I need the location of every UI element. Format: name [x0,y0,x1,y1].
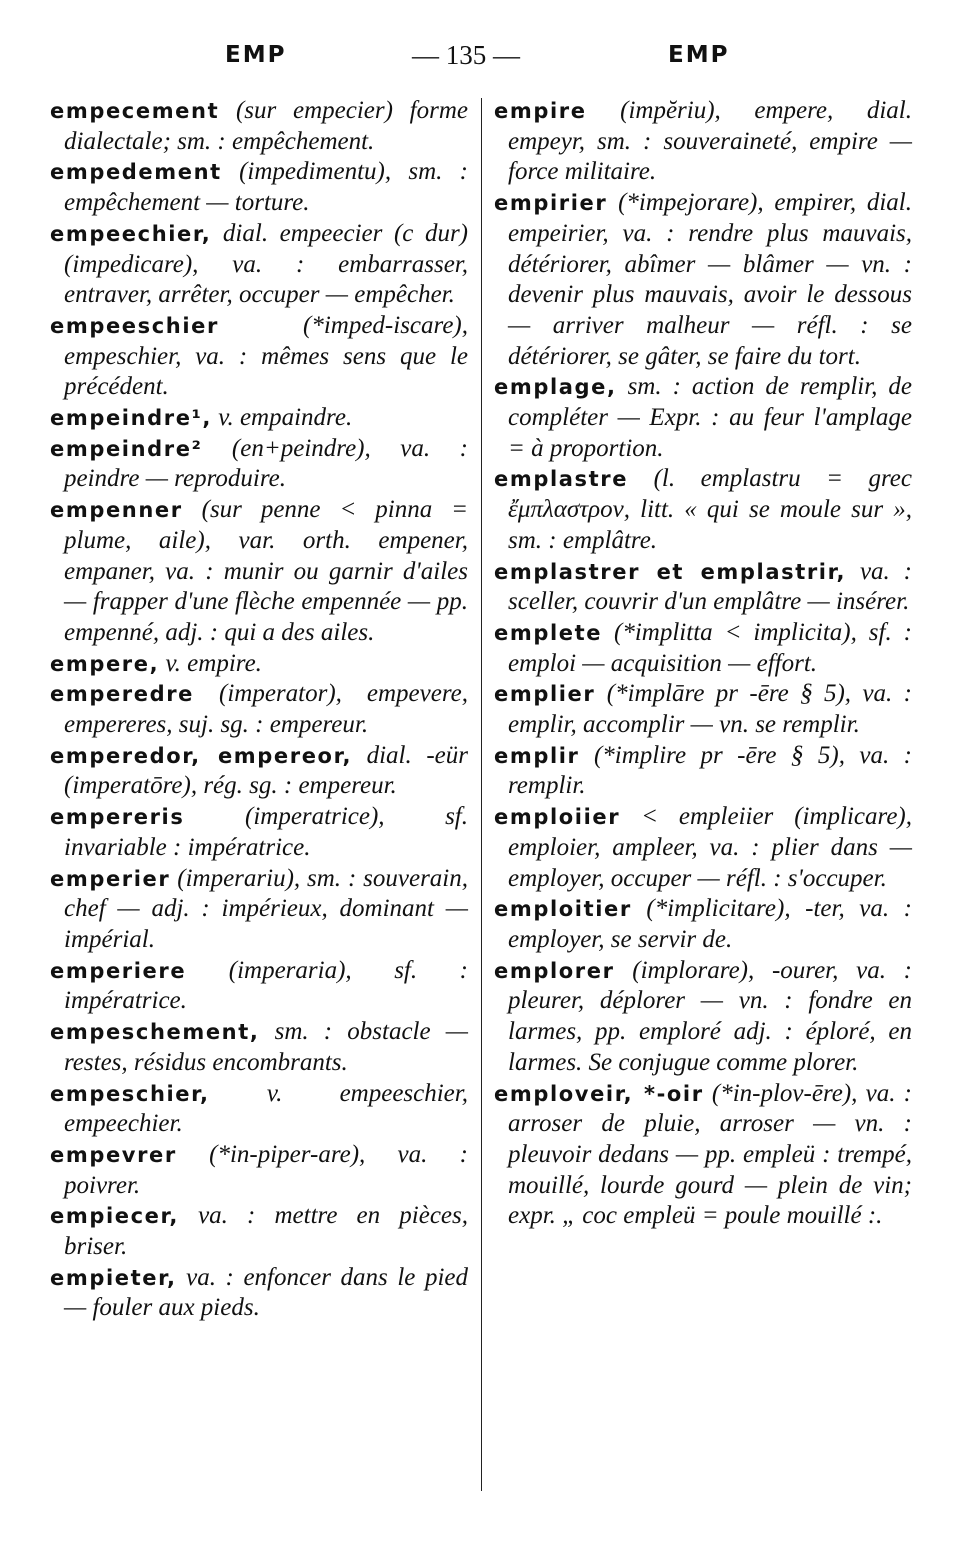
entry-empeschier [50,1079,468,1140]
headword: empiecer, [50,1204,179,1229]
entry-emplir [494,741,912,802]
headword: emplir [494,743,580,768]
definition: (sur empecier) forme dialectale; sm. : empêchement. [64,97,468,155]
entry-empecement [50,96,468,157]
definition: (*implicitare), -ter, va. : employer, se servir de. [508,895,912,953]
entry-emploiier [494,802,912,894]
headword: emperier [50,866,171,891]
entry-emplorer [494,956,912,1079]
definition: sm. : obstacle — restes, résidus encombrants. [64,1018,468,1076]
definition: (*implitta < implicita), sf. : emploi — acquisition — effort. [508,618,912,677]
headword: empire [494,99,587,123]
entry-empere [50,649,468,680]
entry-emplastre [494,464,912,556]
left-column [50,96,468,1324]
headword: emperedor, empereor, [50,743,353,768]
right-column [494,96,912,1232]
entry-empeindre-2 [50,434,468,495]
headword: empeindre² [50,436,203,461]
entry-empeschement [50,1017,468,1078]
definition: (*in-plov-ēre), va. : arroser de pluie, arroser — vn. : pleuvoir dedans — pp. empleü : trempé, mouillé, lourde gourd — plein de vin; expr. „ coc empleü = poule mouillé :. [508,1079,912,1230]
definition: va. : mettre en pièces, briser. [64,1202,468,1261]
entry-empenner [50,495,468,649]
entry-empieter [50,1263,468,1324]
headword: emperedre [50,682,195,707]
definition: sm. : action de remplir, de compléter — Expr. : au feur l'amplage = à proportion. [508,373,912,462]
definition: dial. -eür (imperatōre), rég. sg. : empereur. [64,741,468,800]
column-divider [481,98,482,1491]
entry-empeeschier [50,311,468,403]
definition: (imperatrice), sf. invariable : impératrice. [64,803,468,861]
definition: (sur penne < pinna = plume, aile), var. orth. empener, empaner, va. : munir ou garnir d'ailes — frapper d'une flèche empennée — pp. empenné, adj. : qui a des ailes. [64,496,468,646]
headword: emplier [494,682,596,707]
definition: (*implire pr -ēre § 5), va. : remplir. [508,741,912,800]
entry-empeindre-1 [50,403,468,434]
running-head-right: EMP [668,42,730,68]
headword: emplastre [494,467,629,492]
headword: emploitier [494,897,632,922]
definition: (*impejorare), empirer, dial. empeirier, va. : rendre plus mauvais, détériorer, abîmer — blâmer — vn. : devenir plus mauvais, avoir le dessous — arriver malheur — réfl. : se détériorer, se gâter, se faire du tort. [508,189,912,370]
entry-empedement [50,157,468,218]
definition: (implorare), -ourer, va. : pleurer, déplorer — vn. : fondre en larmes, pp. emploré adj. : éploré, en larmes. Se conjugue comme plorer. [508,956,912,1076]
entry-emperedre [50,679,468,740]
entry-empeechier [50,219,468,311]
headword: empenner [50,498,183,523]
page-number: — 135 — [412,40,520,70]
headword: empeschier, [50,1081,210,1106]
entry-emperier [50,864,468,956]
definition: v. empaindre. [211,404,353,432]
definition: (*imped-iscare), empeschier, va. : mêmes sens que le précédent. [64,311,468,401]
definition: (impedimentu), sm. : empêchement — torture. [64,158,468,217]
definition: (l. emplastru = grec ἔμπλαστρον, litt. « qui se moule sur », sm. : emplâtre. [508,465,912,554]
headword: empeechier, [50,221,212,246]
entry-empiecer [50,1201,468,1262]
headword: emperiere [50,958,187,983]
entry-emplete [494,618,912,679]
entry-emplier [494,679,912,740]
entry-emperiere [50,956,468,1017]
headword: empirier [494,191,608,216]
entry-empire [494,96,912,188]
headword: empevrer [50,1142,177,1167]
headword: emplage, [494,375,617,400]
headword: empieter, [50,1265,177,1290]
entry-emplage [494,372,912,464]
definition: va. : enfoncer dans le pied — fouler aux pieds. [64,1263,468,1322]
headword: emplastrer et emplastrir, [494,559,847,584]
definition: dial. empeecier (c dur) (impedicare), va. : embarrasser, entraver, arrêter, occuper — empêcher. [64,219,468,309]
entry-emplastrer [494,557,912,618]
entry-emperedor [50,741,468,802]
definition: (imperariu), sm. : souverain, chef — adj. : impérieux, dominant — impérial. [64,864,468,953]
definition: (*implāre pr -ēre § 5), va. : emplir, accomplir — vn. se remplir. [508,680,912,739]
definition: (en+peindre), va. : peindre — reproduire. [64,434,468,493]
headword: emploveir, *-oir [494,1081,704,1106]
headword: empeschement, [50,1020,260,1045]
headword: empeindre¹, [50,406,212,431]
entry-emploitier [494,894,912,955]
definition: (imperator), empevere, empereres, suj. sg. : empereur. [64,680,468,739]
headword: emploiier [494,805,621,830]
entry-empevrer [50,1140,468,1201]
definition: va. : sceller, couvrir d'un emplâtre — insérer. [508,557,912,616]
headword: empereris [50,805,185,830]
headword: empecement [50,99,220,123]
entry-emploveir [494,1079,912,1233]
definition: v. empire. [159,649,262,677]
headword: empere, [50,651,160,676]
headword: emplorer [494,958,615,983]
entry-empirier [494,188,912,372]
definition: (*in-piper-are), va. : poivrer. [64,1140,468,1199]
definition: (impĕriu), empere, dial. empeyr, sm. : souveraineté, empire — force militaire. [508,97,912,186]
running-head-left: EMP [225,42,287,68]
definition: (imperaria), sf. : impératrice. [64,956,468,1015]
headword: empedement [50,160,222,185]
definition: v. empeeschier, empeechier. [64,1079,468,1138]
headword: emplete [494,620,603,645]
entry-empereris [50,802,468,863]
headword: empeeschier [50,313,219,338]
definition: < empleiier (implicare), emploier, ampleer, va. : plier dans — employer, occuper — réfl. : s'occuper. [508,803,912,892]
